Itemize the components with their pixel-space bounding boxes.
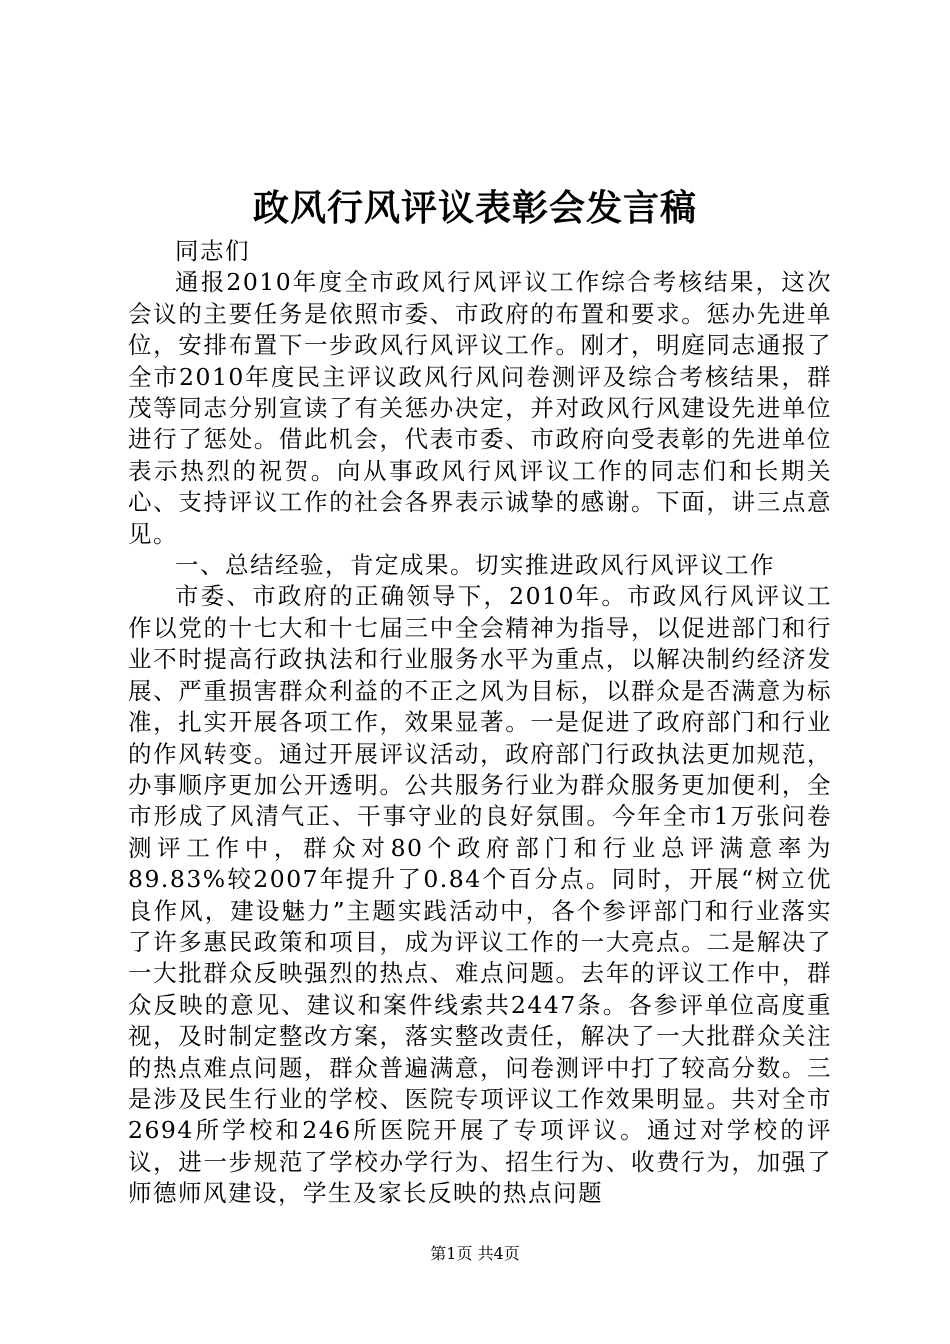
salutation: 同志们: [175, 237, 250, 265]
document-title: 政风行风评议表彰会发言稿: [252, 187, 697, 229]
section-heading-1: 一、总结经验，肯定成果。切实推进政风行风评议工作: [175, 551, 775, 580]
document-body: [128, 236, 832, 1210]
paragraph-achievements: 市委、市政府的正确领导下，2010年。市政风行风评议工作以党的十七大和十七届三中全会精神为指导，以促进部门和行业不时提高行政执法和行业服务水平为重点，以解决制约经济发展、严重损害群众利益的不正之风为目标，以群众是否满意为标准，扎实开展各项工作，效果显著。一是促进了政府部门和行业的作风转变。通过开展评议活动，政府部门行政执法更加规范，办事顺序更加公开透明。公共服务行业为群众服务更加便利，全市形成了风清气正、干事守业的良好氛围。今年全市1万张问卷测评工作中，群众对80个政府部门和行业总评满意率为89.83%较2007年提升了0.84个百分点。同时，开展“树立优良作风，建设魅力”主题实践活动中，各个参评部门和行业落实了许多惠民政策和项目，成为评议工作的一大亮点。二是解决了一大批群众反映强烈的热点、难点问题。去年的评议工作中，群众反映的意见、建议和案件线索共2447条。各参评单位高度重视，及时制定整改方案，落实整改责任，解决了一大批群众关注的热点难点问题，群众普遍满意，问卷测评中打了较高分数。三是涉及民生行业的学校、医院专项评议工作效果明显。共对全市2694所学校和246所医院开展了专项评议。通过对学校的评议，进一步规范了学校办学行为、招生行为、收费行为，加强了师德师风建设，学生及家长反映的热点问题: [128, 582, 832, 1208]
page-footer: 第1页 共4页: [430, 1244, 520, 1263]
paragraph-intro: 通报2010年度全市政风行风评议工作综合考核结果，这次会议的主要任务是依照市委、市政府的布置和要求。惩办先进单位，安排布置下一步政风行风评议工作。刚才，明庭同志通报了全市2010年度民主评议政风行风问卷测评及综合考核结果，群茂等同志分别宣读了有关惩办决定，并对政风行风建设先进单位进行了惩处。借此机会，代表市委、市政府向受表彰的先进单位表示热烈的祝贺。向从事政风行风评议工作的同志们和长期关心、支持评议工作的社会各界表示诚挚的感谢。下面，讲三点意见。: [128, 268, 832, 548]
